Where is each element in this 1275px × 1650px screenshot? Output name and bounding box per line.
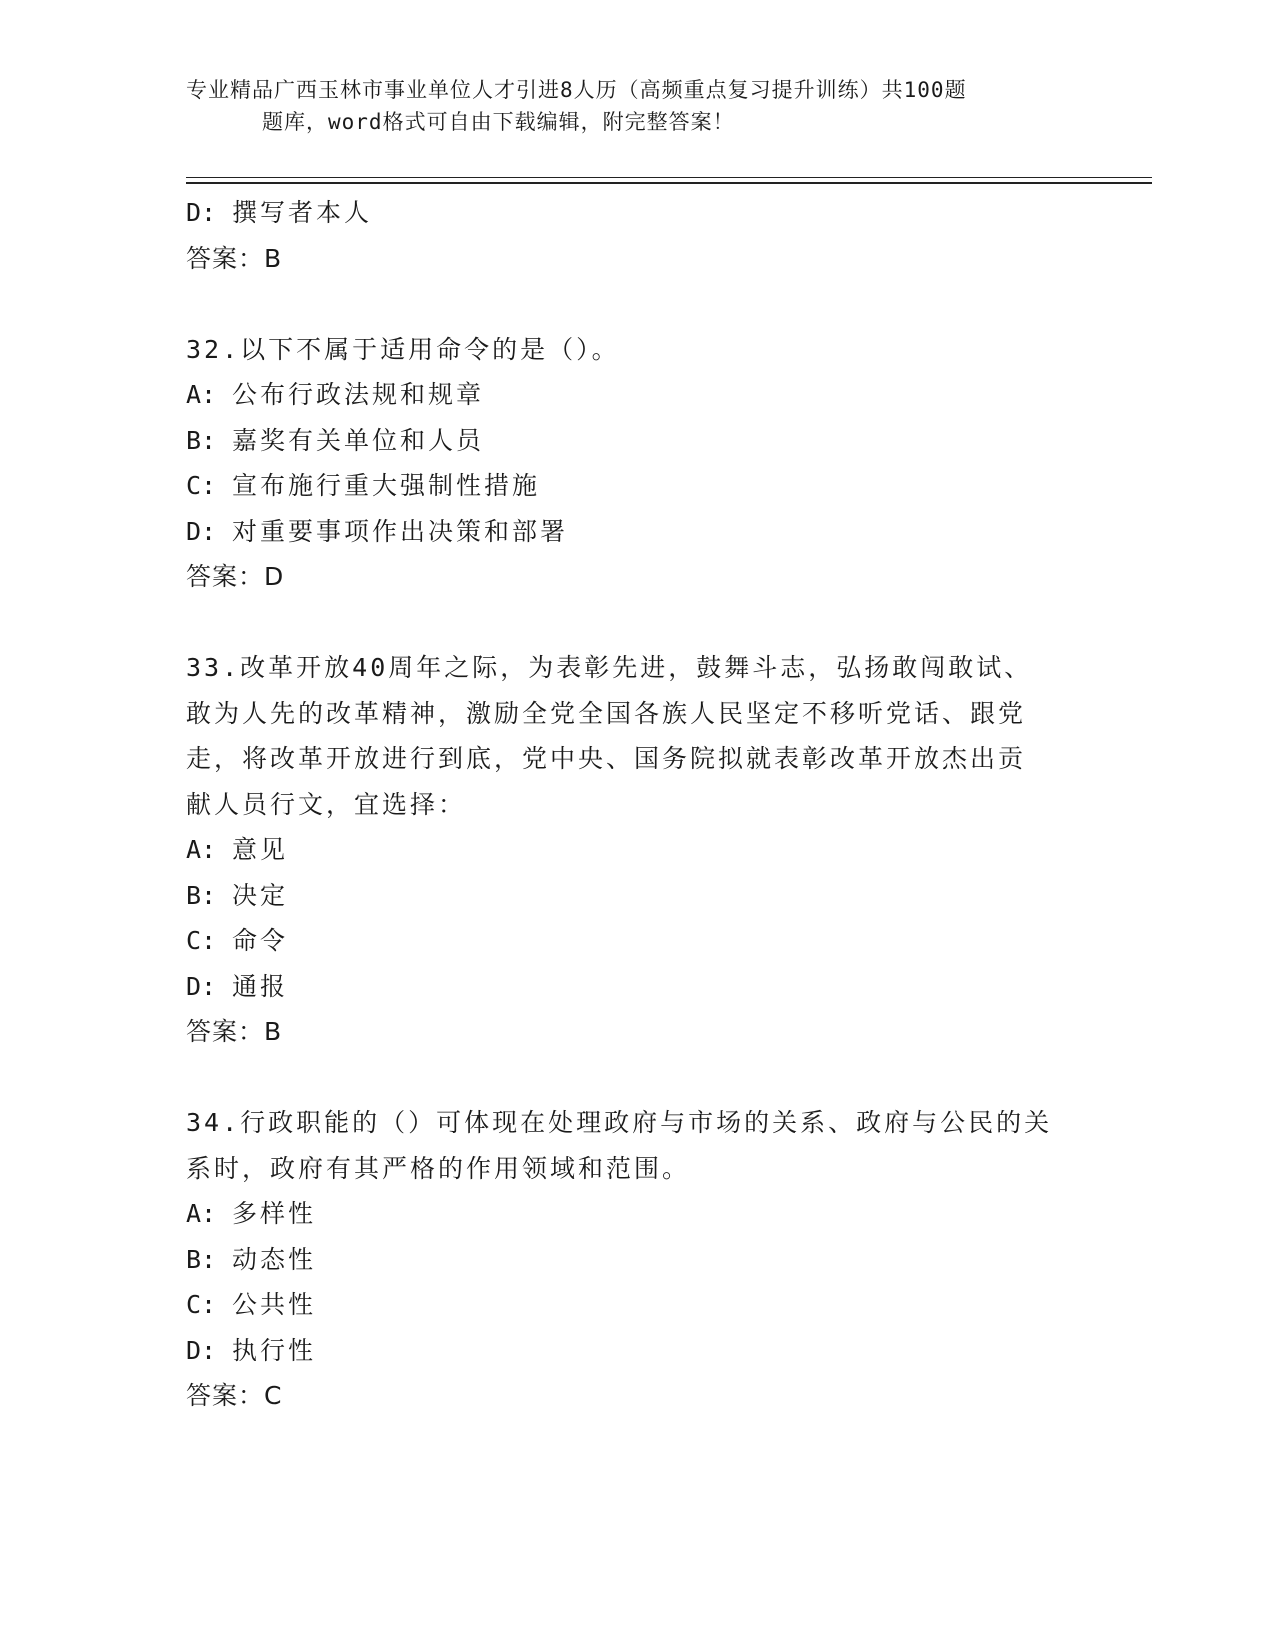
option-label: C: <box>186 926 217 955</box>
spacer <box>186 1055 1076 1101</box>
option-label: D: <box>186 971 217 1001</box>
option-text: 撰写者本人 <box>232 198 373 227</box>
answer-line: 答案：C <box>186 1381 283 1410</box>
document-header <box>186 74 1086 138</box>
answer-line: 答案：B <box>186 243 283 273</box>
question-stem: 32.以下不属于适用命令的是（）。 <box>186 334 620 364</box>
option-text: 公共性 <box>232 1290 317 1319</box>
option-c <box>186 463 1076 509</box>
option-a <box>186 827 1076 873</box>
question-stem: 34.行政职能的（）可体现在处理政府与市场的关系、政府与公民的关 <box>186 1108 1053 1137</box>
option-label: C: <box>186 1290 217 1319</box>
option-d <box>186 1328 1076 1374</box>
option-label: D: <box>186 1335 217 1365</box>
header-divider-thick <box>186 182 1152 184</box>
option-text: 决定 <box>232 880 289 910</box>
question-block <box>186 327 1076 600</box>
header-divider-thin <box>186 177 1152 178</box>
option-label: B: <box>186 425 217 455</box>
option-text: 动态性 <box>232 1244 317 1274</box>
option-d <box>186 964 1076 1010</box>
question-block <box>186 645 1076 1055</box>
option-c <box>186 918 1076 964</box>
option-text: 意见 <box>232 835 289 864</box>
header-title-line-2: 题库，word格式可自由下载编辑，附完整答案！ <box>262 110 735 134</box>
option-text: 嘉奖有关单位和人员 <box>232 425 485 455</box>
answer-line: 答案：B <box>186 1017 283 1046</box>
option-text: 公布行政法规和规章 <box>232 380 485 409</box>
option-label: D: <box>186 198 217 227</box>
spacer <box>186 600 1076 646</box>
option-label: C: <box>186 471 217 500</box>
option-label: A: <box>186 380 217 409</box>
question-stem: 系时，政府有其严格的作用领域和范围。 <box>186 1153 691 1183</box>
header-title-line-1: 专业精品广西玉林市事业单位人才引进8人历（高频重点复习提升训练）共100题 <box>186 78 967 102</box>
option-text: 命令 <box>232 926 289 955</box>
option-label: A: <box>186 1199 217 1228</box>
option-label: B: <box>186 880 217 910</box>
option-label: D: <box>186 516 217 546</box>
option-a <box>186 1191 1076 1237</box>
answer-line: 答案：D <box>186 562 285 591</box>
question-block <box>186 1100 1076 1419</box>
option-text: 通报 <box>232 971 289 1001</box>
option-d <box>186 190 1076 236</box>
question-stem: 33.改革开放40周年之际，为表彰先进，鼓舞斗志，弘扬敢闯敢试、 <box>186 653 1033 682</box>
question-stem: 走，将改革开放进行到底，党中央、国务院拟就表彰改革开放杰出贡 <box>186 744 1027 773</box>
option-text: 宣布施行重大强制性措施 <box>232 471 541 500</box>
option-c <box>186 1282 1076 1328</box>
option-text: 多样性 <box>232 1199 317 1228</box>
option-a <box>186 372 1076 418</box>
option-b <box>186 873 1076 919</box>
question-stem: 献人员行文，宜选择： <box>186 789 467 819</box>
option-label: A: <box>186 835 217 864</box>
spacer <box>186 281 1076 327</box>
option-b <box>186 418 1076 464</box>
question-stem: 敢为人先的改革精神，激励全党全国各族人民坚定不移听党话、跟党 <box>186 698 1027 728</box>
option-b <box>186 1237 1076 1283</box>
option-text: 执行性 <box>232 1335 317 1365</box>
document-body <box>186 190 1076 1419</box>
option-label: B: <box>186 1244 217 1274</box>
option-d <box>186 509 1076 555</box>
option-text: 对重要事项作出决策和部署 <box>232 516 569 546</box>
